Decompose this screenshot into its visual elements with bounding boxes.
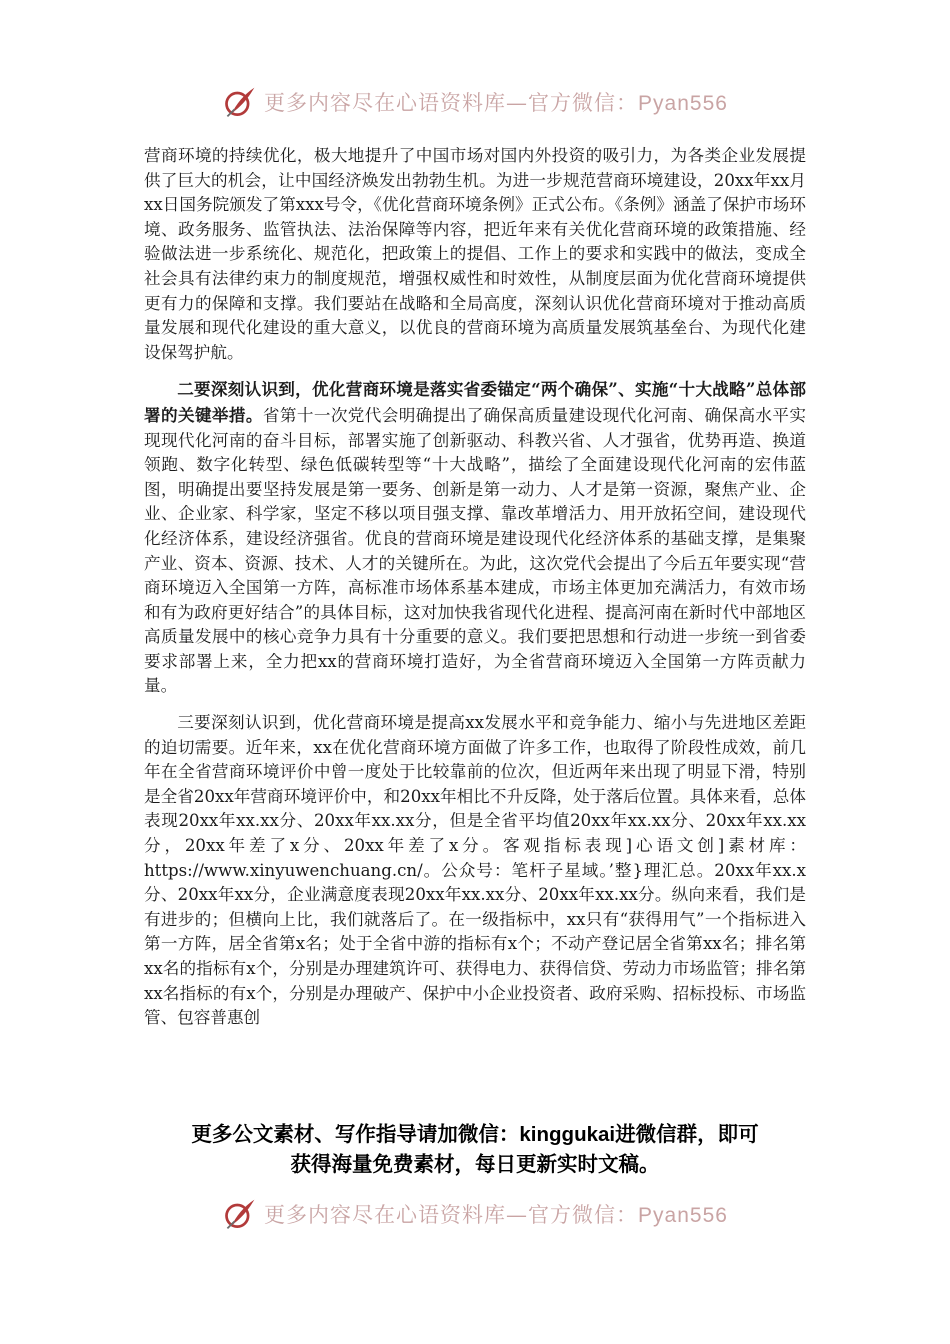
promo-line-2: 获得海量免费素材，每日更新实时文稿。 <box>290 1153 660 1176</box>
header-banner <box>0 80 950 124</box>
paragraph-3: 三要深刻认识到，优化营商环境是提高xx发展水平和竞争能力、缩小与先进地区差距的迫切需要。近年来，xx在优化营商环境方面做了许多工作，也取得了阶段性成效，前几年在全省营商环境评价中曾一度处于比较靠前的位次，但近两年来出现了明显下滑，特别是全省20xx年营商环境评价中，和20xx年相比不升反降，处于落后位置。具体来看，总体表现20xx年xx.xx分、20xx年xx.xx分，但是全省平均值20xx年xx.xx分、20xx年xx.xx分，20xx年差了x分、20xx年差了x分。客观指标表现]心语文创]素材库：https://www.xinyuwenchuang.cn/。公众号：笔杆子星域。’整}理汇总。20xx年xx.x分、20xx年xx分，企业满意度表现20xx年xx.xx分、20xx年xx.xx分。纵向来看，我们是有进步的；但横向上比，我们就落后了。在一级指标中，xx只有“获得用气”一个指标进入第一方阵，居全省第x名；处于全省中游的指标有x个；不动产登记居全省第xx名；排名第xx名的指标有x个，分别是办理建筑许可、获得电力、获得信贷、劳动力市场监管；排名第xx名指标的有x个，分别是办理破产、保护中小企业投资者、政府采购、招标投标、市场监管、包容普惠创 <box>144 713 806 1028</box>
promo-line-1: 更多公文素材、写作指导请加微信：kinggukai进微信群，即可 <box>191 1123 759 1146</box>
paragraph-2 <box>144 377 806 699</box>
header-banner-text: 更多内容尽在心语资料库—官方微信：Pyan556 <box>264 91 728 115</box>
footer-banner <box>0 1192 950 1236</box>
quill-logo-icon <box>222 1196 258 1232</box>
paragraph-2-lead: 二要深刻认识到，优化营商环境是落实省委锚定“两个确保”、实施“十大战略”总体部署的关键举措。 <box>144 379 806 425</box>
footer-banner-text: 更多内容尽在心语资料库—官方微信：Pyan556 <box>264 1203 728 1227</box>
promo-notice <box>144 1120 806 1180</box>
paragraph-2-rest: 省第十一次党代会明确提出了确保高质量建设现代化河南、确保高水平实现现代化河南的奋斗目标，部署实施了创新驱动、科教兴省、人才强省，优势再造、换道领跑、数字化转型、绿色低碳转型等“十大战略”，描绘了全面建设现代化河南的宏伟蓝图，明确提出要坚持发展是第一要务、创新是第一动力、人才是第一资源，聚焦产业、企业、企业家、科学家，坚定不移以项目强支撑、靠改革增活力、用开放拓空间，建设现代化经济体系，建设经济强省。优良的营商环境是建设现代化经济体系的基础支撑，是集聚产业、资本、资源、技术、人才的关键所在。为此，这次党代会提出了今后五年要实现“营商环境迈入全国第一方阵，高标准市场体系基本建成，市场主体更加充满活力，有效市场和有为政府更好结合”的具体目标，这对加快我省现代化进程、提高河南在新时代中部地区高质量发展中的核心竞争力具有十分重要的意义。我们要把思想和行动进一步统一到省委要求部署上来，全力把xx的营商环境打造好，为全省营商环境迈入全国第一方阵贡献力量。 <box>144 405 806 696</box>
footer-wechat-id: Pyan556 <box>638 1204 728 1227</box>
document-body <box>144 144 806 1031</box>
paragraph-1: 营商环境的持续优化，极大地提升了中国市场对国内外投资的吸引力，为各类企业发展提供了巨大的机会，让中国经济焕发出勃勃生机。为进一步规范营商环境建设，20xx年xx月xx日国务院颁发了第xxx号令，《优化营商环境条例》正式公布。《条例》涵盖了保护市场环境、政务服务、监管执法、法治保障等内容，把近年来有关优化营商环境的政策措施、经验做法进一步系统化、规范化，把政策上的提倡、工作上的要求和实践中的做法，变成全社会具有法律约束力的制度规范，增强权威性和时效性，从制度层面为优化营商环境提供更有力的保障和支撑。我们要站在战略和全局高度，深刻认识优化营商环境对于推动高质量发展和现代化建设的重大意义，以优良的营商环境为高质量发展筑基垒台、为现代化建设保驾护航。 <box>144 146 806 362</box>
quill-logo-icon <box>222 84 258 120</box>
header-wechat-id: Pyan556 <box>638 92 728 115</box>
